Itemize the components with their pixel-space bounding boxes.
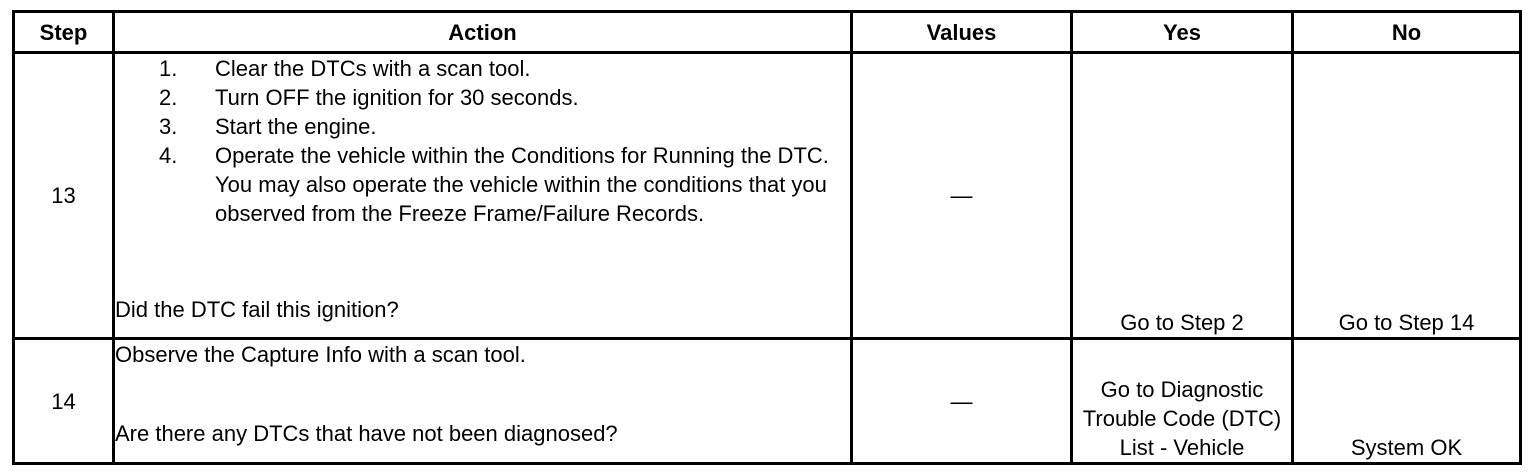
list-item <box>159 54 850 83</box>
list-item-text: Start the engine. <box>215 114 377 139</box>
table-row <box>15 54 1519 340</box>
list-item-number: 3. <box>159 114 178 139</box>
header-values: Values <box>853 13 1073 54</box>
list-item <box>159 83 850 112</box>
header-yes: Yes <box>1073 13 1294 54</box>
list-item <box>159 112 850 141</box>
values-cell: — <box>853 340 1073 462</box>
yes-result: Go to Diagnostic Trouble Code (DTC) List - Vehicle <box>1073 340 1294 462</box>
list-item-number: 2. <box>159 85 178 110</box>
header-action: Action <box>115 13 853 54</box>
list-item-text: Operate the vehicle within the Conditions for Running the DTC. You may also operate the vehicle within the conditions that you observed from the Freeze Frame/Failure Records. <box>215 143 829 226</box>
list-item <box>159 141 850 228</box>
list-item-number: 4. <box>159 143 178 168</box>
action-cell <box>115 54 853 340</box>
header-row <box>15 13 1519 54</box>
yes-result: Go to Step 2 <box>1073 54 1294 340</box>
no-result: System OK <box>1350 435 1463 460</box>
header-no: No <box>1294 13 1519 54</box>
list-item-text: Clear the DTCs with a scan tool. <box>215 56 531 81</box>
action-observation: Observe the Capture Info with a scan tool. <box>115 342 526 367</box>
instruction-list <box>115 54 850 228</box>
action-question: Did the DTC fail this ignition? <box>115 297 399 322</box>
header-step: Step <box>15 13 115 54</box>
step-number: 13 <box>15 54 115 340</box>
diagnostic-table-frame <box>12 10 1522 465</box>
list-item-number: 1. <box>159 56 178 81</box>
diagnostic-table <box>15 13 1519 462</box>
step-number: 14 <box>15 340 115 462</box>
no-result: Go to Step 14 <box>1294 54 1519 340</box>
action-question: Are there any DTCs that have not been diagnosed? <box>115 421 618 446</box>
table-row <box>15 340 1519 462</box>
action-cell <box>115 340 853 462</box>
values-cell: — <box>853 54 1073 340</box>
list-item-text: Turn OFF the ignition for 30 seconds. <box>215 85 579 110</box>
